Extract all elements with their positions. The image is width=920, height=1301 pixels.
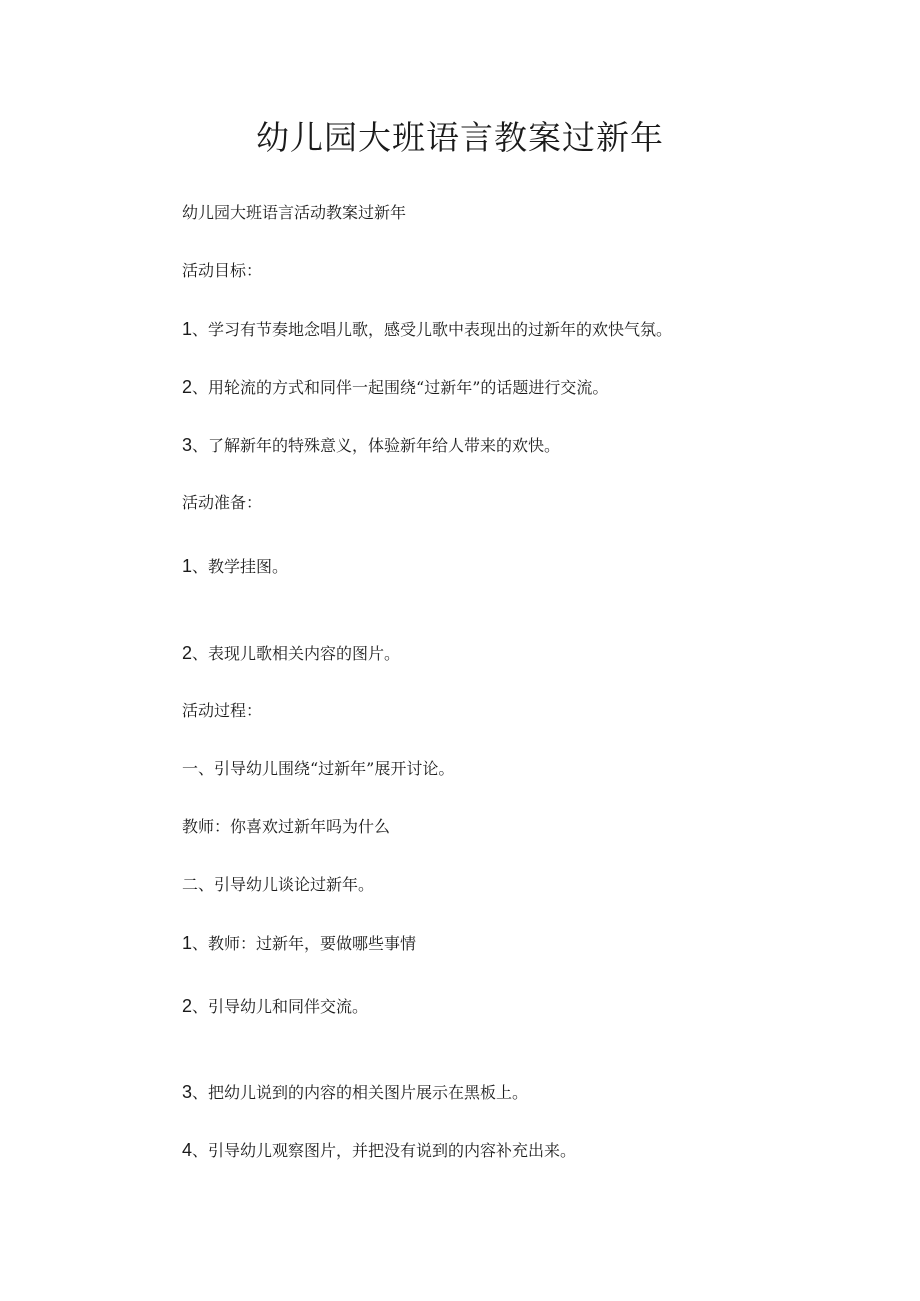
- document-title: 幼儿园大班语言教案过新年: [256, 118, 664, 157]
- step2-item-1: [182, 932, 416, 955]
- teacher-question: 教师：你喜欢过新年吗为什么: [182, 817, 391, 836]
- step2-text: 、把幼儿说到的内容的相关图片展示在黑板上。: [192, 1083, 529, 1102]
- step2-number: 1: [182, 933, 193, 953]
- prep-number: 1: [182, 556, 193, 576]
- goal-text: 、了解新年的特殊意义，体验新年给人带来的欢快。: [192, 436, 561, 455]
- goal-text: 、用轮流的方式和同伴一起围绕“过新年”的话题进行交流。: [192, 378, 609, 397]
- goal-item-2: [182, 376, 608, 399]
- goal-text: 、学习有节奏地念唱儿歌，感受儿歌中表现出的过新年的欢快气氛。: [192, 320, 673, 339]
- document-subtitle: 幼儿园大班语言活动教案过新年: [182, 203, 407, 222]
- prep-item-2: [182, 642, 400, 665]
- step2-item-4: [182, 1139, 576, 1162]
- prep-text: 、表现儿歌相关内容的图片。: [192, 644, 401, 663]
- step2-text: 、引导幼儿观察图片，并把没有说到的内容补充出来。: [192, 1141, 577, 1160]
- step2-number: 4: [182, 1140, 193, 1160]
- step2-item-2: [182, 995, 368, 1018]
- prep-number: 2: [182, 643, 193, 663]
- step2-text: 、教师：过新年，要做哪些事情: [192, 934, 417, 953]
- prep-text: 、教学挂图。: [192, 557, 289, 576]
- goals-heading: 活动目标：: [182, 261, 263, 280]
- prep-heading: 活动准备：: [182, 493, 263, 512]
- step2-text: 、引导幼儿和同伴交流。: [192, 997, 369, 1016]
- process-heading: 活动过程：: [182, 701, 263, 720]
- process-step-1: 一、引导幼儿围绕“过新年”展开讨论。: [182, 759, 455, 778]
- goal-item-3: [182, 434, 560, 457]
- goal-number: 3: [182, 435, 193, 455]
- goal-number: 2: [182, 377, 193, 397]
- prep-item-1: [182, 555, 288, 578]
- step2-number: 3: [182, 1082, 193, 1102]
- step2-item-3: [182, 1081, 528, 1104]
- goal-item-1: [182, 318, 672, 341]
- goal-number: 1: [182, 319, 193, 339]
- step2-number: 2: [182, 996, 193, 1016]
- process-step-2: 二、引导幼儿谈论过新年。: [182, 875, 375, 894]
